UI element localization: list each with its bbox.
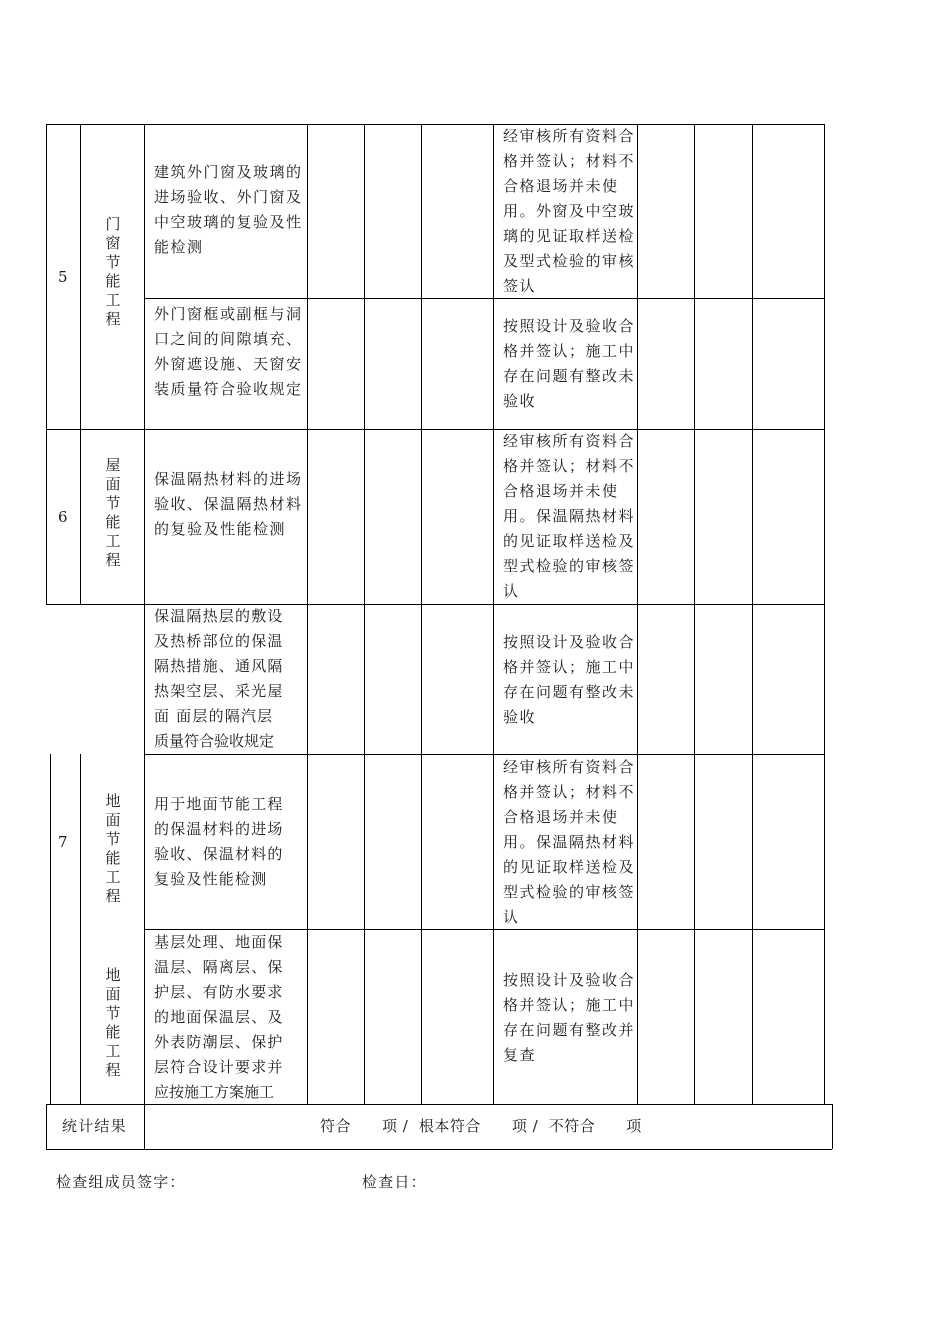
row-number: 7 bbox=[58, 833, 68, 851]
check-item: 基层处理、地面保 温层、隔离层、保 护层、有防水要求 的地面保温层、及 外表防潮层、保护 层符合设计要求并 应按施工方案施工 bbox=[154, 933, 284, 1101]
remark: 经审核所有资料合格并签认；材料不合格退场并未使用。保温隔热材料的见证取样送检及型式检验的审核签认 bbox=[503, 432, 636, 600]
project-name: 门 窗 节 能 工 程 bbox=[105, 215, 121, 328]
date-label: 检查日： bbox=[362, 1173, 427, 1191]
project-name: 地 面 节 能 工 程 bbox=[105, 792, 121, 905]
remark: 经审核所有资料合格并签认；材料不合格退场并未使用。外窗及中空玻璃的见证取样送检及型式检验的审核签认 bbox=[503, 127, 636, 295]
check-item: 用于地面节能工程 的保温材料的进场 验收、保温材料的 复验及性能检测 bbox=[154, 795, 284, 888]
signature-label: 检查组成员签字： bbox=[56, 1173, 186, 1191]
remark: 按照设计及验收合格并签认；施工中存在问题有整改未验收 bbox=[503, 633, 636, 726]
remark: 按照设计及验收合格并签认；施工中存在问题有整改并复查 bbox=[503, 971, 636, 1064]
check-item: 建筑外门窗及玻璃的进场验收、外门窗及中空玻璃的复验及性能检测 bbox=[154, 163, 303, 256]
remark: 按照设计及验收合格并签认；施工中存在问题有整改未验收 bbox=[503, 317, 636, 410]
row-number: 6 bbox=[58, 508, 68, 526]
project-name: 屋 面 节 能 工 程 bbox=[105, 456, 121, 569]
project-name: 地 面 节 能 工 程 bbox=[105, 966, 121, 1079]
summary-label: 统计结果 bbox=[62, 1117, 127, 1135]
check-item: 保温隔热材料的进场验收、保温隔热材料的复验及性能检测 bbox=[154, 470, 303, 538]
summary-text: 符合 项 / 根本符合 项 / 不符合 项 bbox=[320, 1117, 642, 1135]
check-item: 外门窗框或副框与洞口之间的间隙填充、外窗遮设施、天窗安装质量符合验收规定 bbox=[154, 305, 303, 398]
remark: 经审核所有资料合格并签认；材料不合格退场并未使用。保温隔热材料的见证取样送检及型式检验的审核签认 bbox=[503, 758, 636, 926]
row-number: 5 bbox=[58, 268, 68, 286]
check-item: 保温隔热层的敷设 及热桥部位的保温 隔热措施、通风隔 热架空层、采光屋 面 面层的隔汽层 质量符合验收规定 bbox=[154, 607, 284, 750]
